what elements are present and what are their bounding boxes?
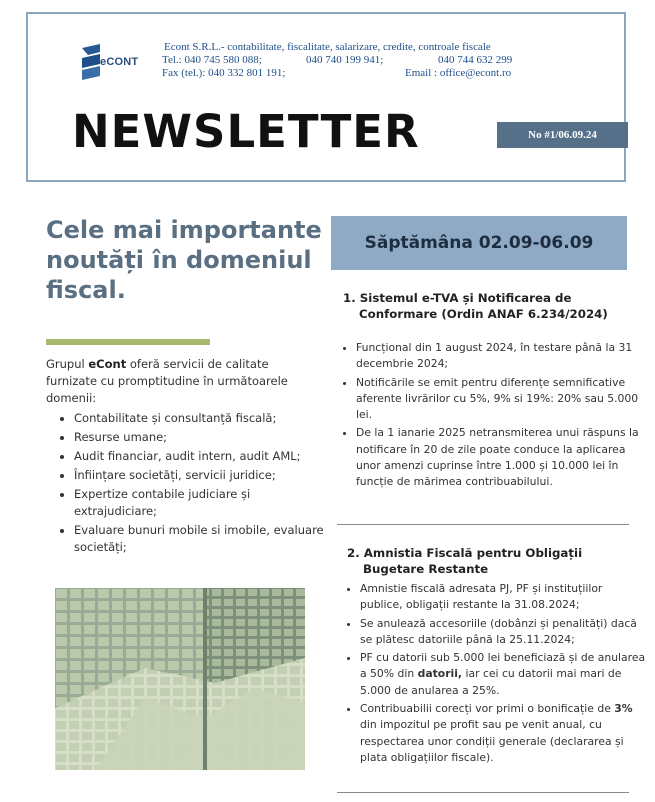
list-item: • Contabilitate și consultanță fiscală; xyxy=(74,410,334,427)
list-item: • Înființare societăți, servicii juridice; xyxy=(74,467,334,484)
list-item: • Amnistie fiscală adresata PJ, PF și instituțiilor publice, obligații restante la 31.08.2024; xyxy=(360,581,648,614)
list-item: • Resurse umane; xyxy=(74,429,334,446)
accent-bar xyxy=(46,339,210,345)
logo-wordmark: eCONT xyxy=(100,56,139,68)
newsletter-title: NEWSLETTER xyxy=(72,105,420,158)
list-item: • PF cu datorii sub 5.000 lei beneficiază și de anularea a 50% din datorii, iar cei cu datorii mai mari de 5.000 de anularea a 25%. xyxy=(360,650,648,699)
section-1-list xyxy=(340,340,648,493)
phone-2: 040 740 199 941; xyxy=(306,54,384,66)
phone-1: Tel.: 040 745 580 088; xyxy=(162,54,262,66)
issue-badge: No #1/06.09.24 xyxy=(497,122,628,148)
list-item: • Audit financiar, audit intern, audit AML; xyxy=(74,448,334,465)
email-link[interactable]: Email : office@econt.ro xyxy=(405,67,512,79)
list-item: • Funcțional din 1 august 2024, în testare până la 31 decembrie 2024; xyxy=(356,340,648,373)
list-item: • Se anulează accesoriile (dobânzi și penalități) dacă se plătesc datoriile până la 25.11.2024; xyxy=(360,616,648,649)
brand-name: eCont xyxy=(88,357,127,371)
building-photo xyxy=(55,588,305,770)
list-item: • Notificările se emit pentru diferențe semnificative aferente livrărilor cu 5%, 9% si 19%: 20% sau 5.000 lei. xyxy=(356,375,648,424)
list-item: • Evaluare bunuri mobile si imobile, evaluare societăți; xyxy=(74,522,334,556)
section-divider xyxy=(337,524,629,525)
section-2-title: 2. Amnistia Fiscală pentru Obligații Bugetare Restante xyxy=(347,546,583,576)
list-item: • Expertize contabile judiciare și extrajudiciare; xyxy=(74,486,334,520)
section-divider-bottom xyxy=(337,792,629,793)
phone-3: 040 744 632 299 xyxy=(438,54,513,66)
list-item: • De la 1 ianarie 2025 netransmiterea unui răspuns la notificare în 20 de zile poate conduce la aplicarea unor amenzi cuprinse între 1.000 și 10.000 lei în funcție de mărimea contribuabilului. xyxy=(356,425,648,490)
list-item: • Contribuabilii corecți vor primi o bonificație de 3% din impozitul pe profit sau pe venit anual, cu respectarea unor condiții generale (declararea și plata obligațiilor fiscale). xyxy=(360,701,648,766)
section-1-title: 1. Sistemul e-TVA și Notificarea de Conformare (Ordin ANAF 6.234/2024) xyxy=(343,291,608,321)
company-line: Econt S.R.L.- contabilitate, fiscalitate, salarizare, credite, controale fiscale xyxy=(164,41,491,53)
intro-paragraph: Grupul eCont oferă servicii de calitate furnizate cu promptitudine în următoarele domenii: xyxy=(46,357,288,405)
week-title: Săptămâna 02.09-06.09 xyxy=(364,233,594,253)
services-list xyxy=(56,410,334,558)
section-2-list xyxy=(344,581,648,768)
page-headline: Cele mai importante noutăți în domeniul fiscal. xyxy=(46,216,322,304)
fax: Fax (tel.): 040 332 801 191; xyxy=(162,67,286,79)
